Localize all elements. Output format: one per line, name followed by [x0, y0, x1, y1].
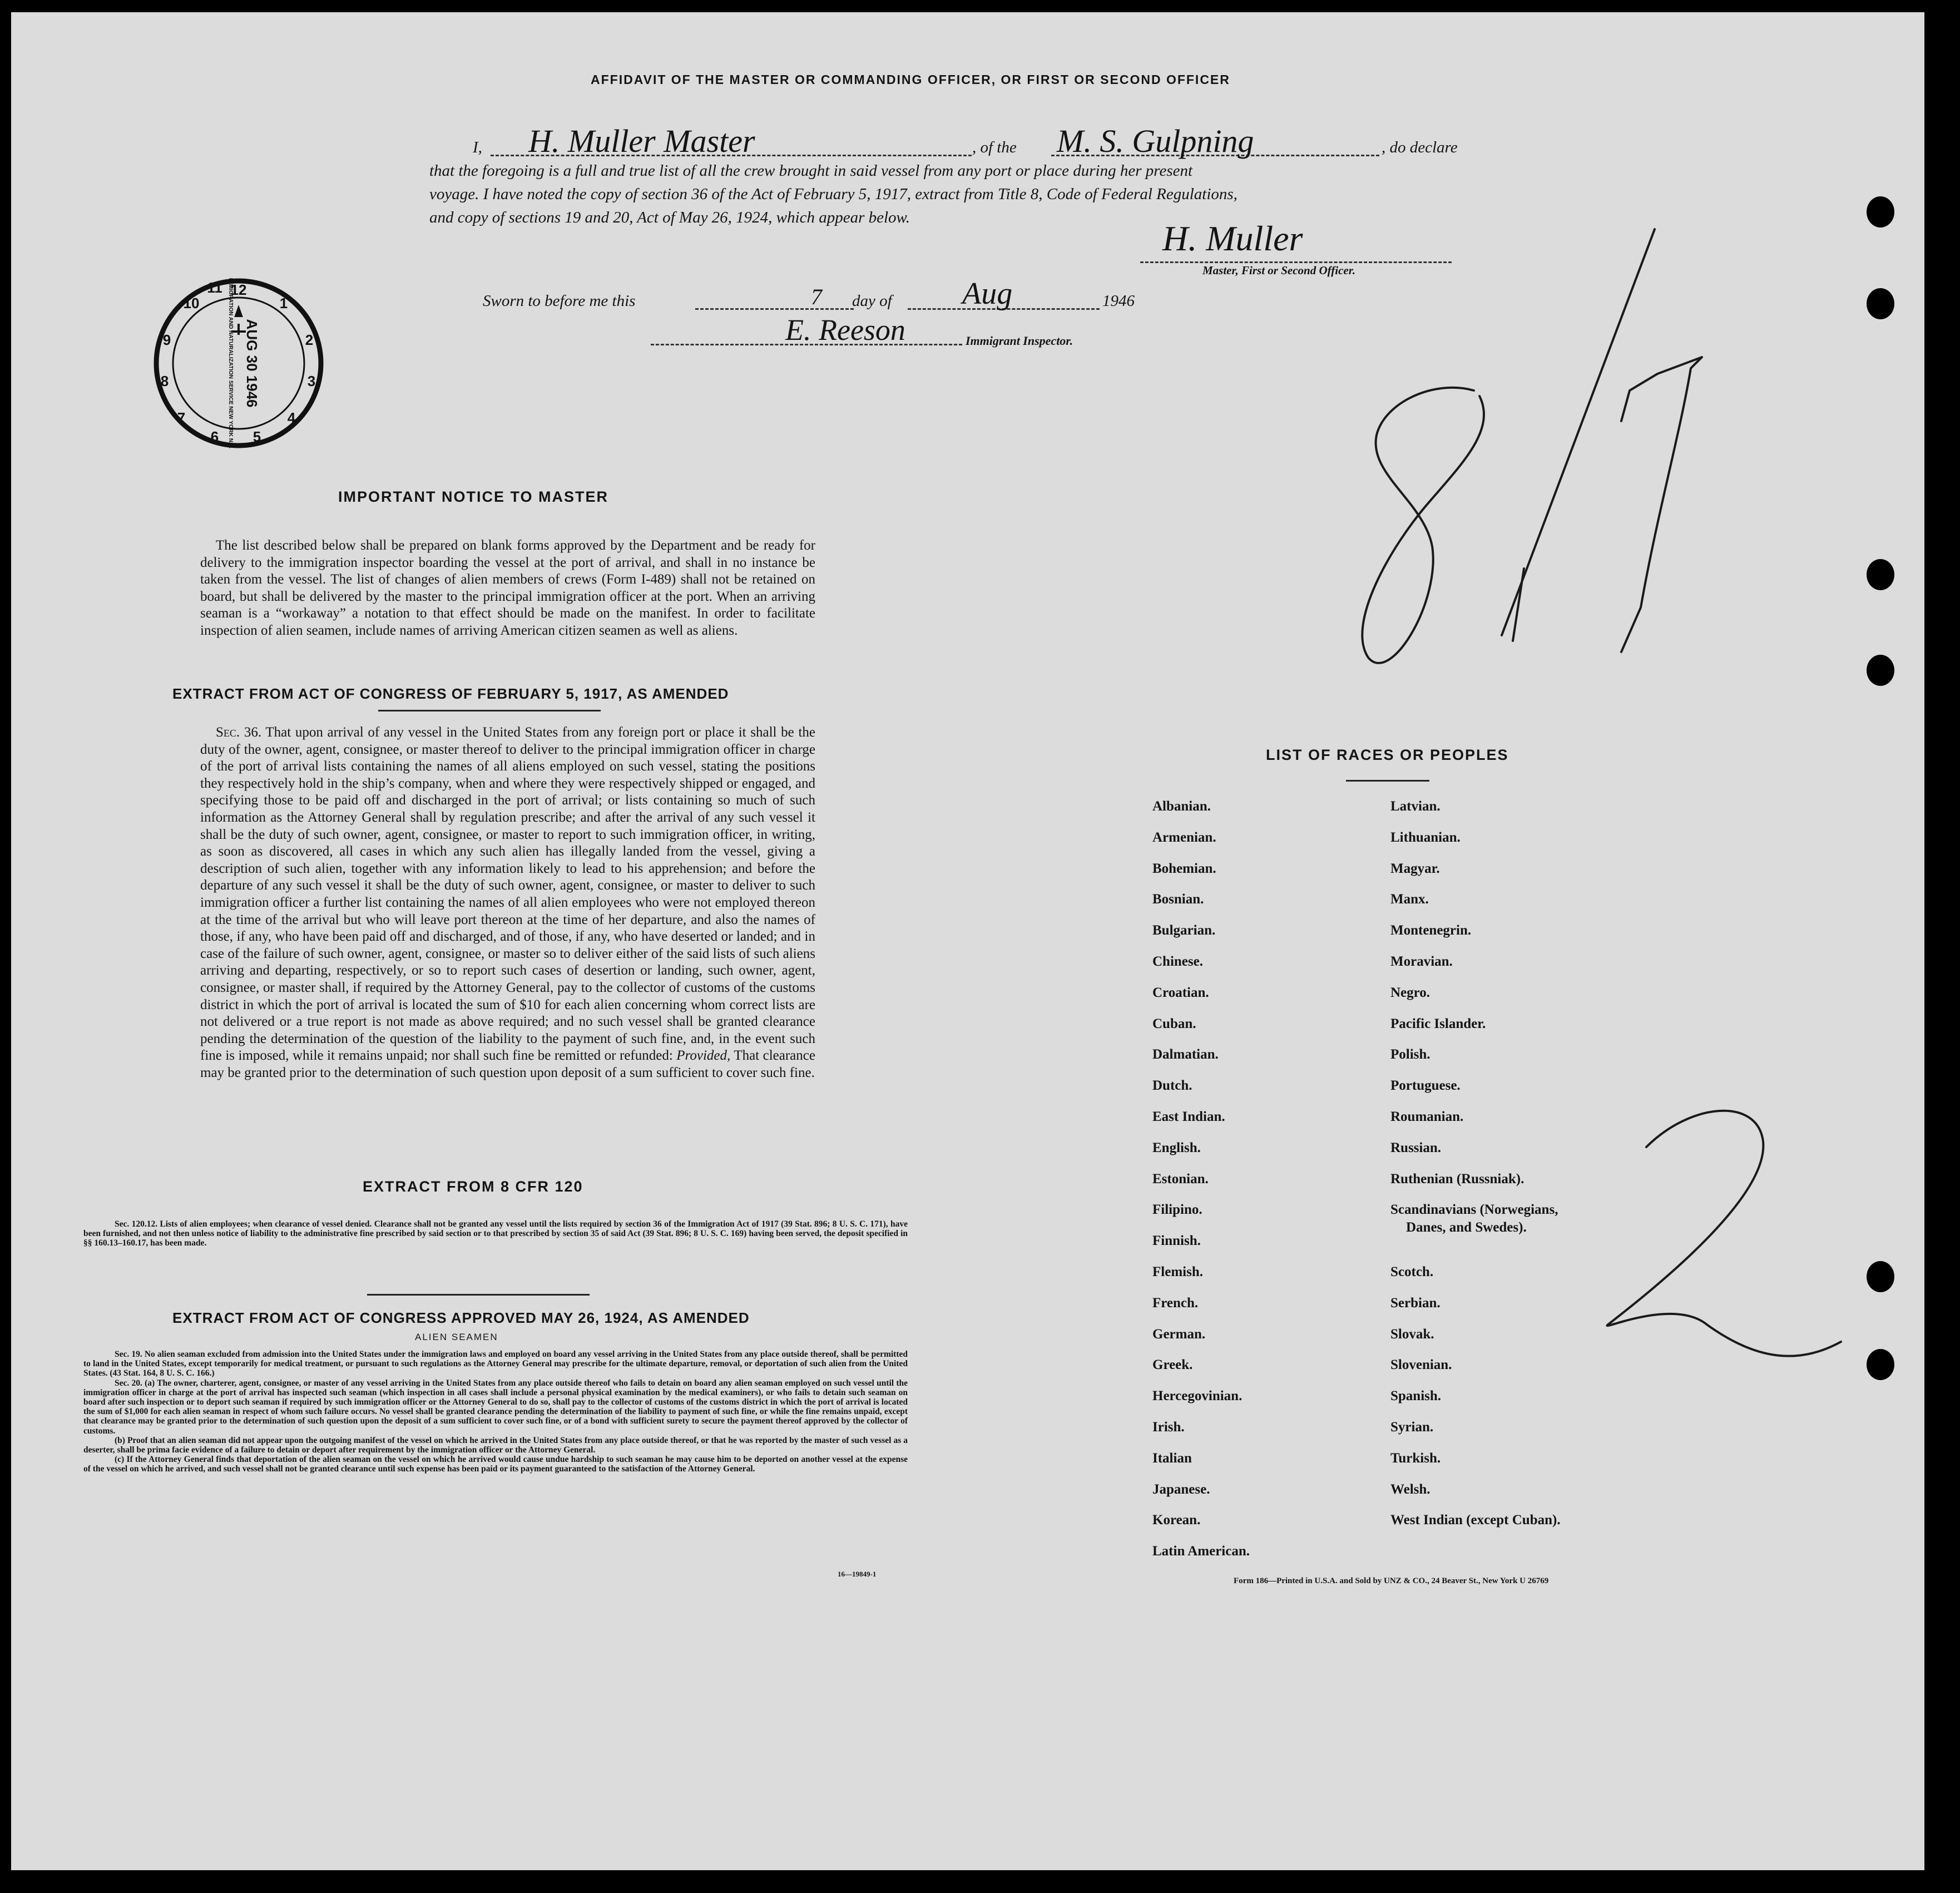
punch-hole: [1867, 196, 1894, 228]
punch-hole: [1867, 655, 1894, 686]
race-item: Albanian.: [1152, 799, 1211, 814]
race-item: Scandinavians (Norwegians,: [1390, 1202, 1558, 1218]
race-item: Armenian.: [1152, 829, 1216, 845]
master-signature: H. Muller: [1162, 219, 1303, 258]
section-20a-text: Sec. 20. (a) The owner, charterer, agent, consignee, or master of any vessel arriving in the United States from any place outside thereof who fails to detain on board any alien seaman employed on such vessel until the immigration officer in charge at the port of arrival has inspected such seaman (which inspection in all cases shall include a personal physical examination by the medical examiners), or who fails to detain such seaman on board after such inspection or to deport such seaman if required by such immigration officer or the Attorney General to do so, shall pay to the collector of customs of the customs district in which the port of arrival is located the sum of $1,000 for each alien seaman in respect of whom such failure occurs. No vessel shall be granted clearance pending the determination of the liability to payment of such fine, or while the fine remains unpaid, except that clearance may be granted prior to the determination of such question upon the deposit of a sum sufficient to cover such fine, or of a bond with sufficient surety to secure the payment thereof approved by the collector of customs.: [83, 1378, 908, 1436]
race-item: Portuguese.: [1390, 1078, 1461, 1094]
affidavit-i-label: I,: [473, 139, 482, 156]
race-item: Russian.: [1390, 1140, 1442, 1155]
race-item: Polish.: [1390, 1047, 1431, 1062]
svg-text:4: 4: [287, 409, 296, 426]
print-code: 16—19849-1: [838, 1570, 877, 1578]
extract-1917-rule: [378, 710, 601, 711]
svg-text:9: 9: [162, 332, 171, 348]
inspector-caption: Immigrant Inspector.: [966, 334, 1073, 348]
master-name-handwriting: H. Muller Master: [528, 123, 755, 159]
race-item: Irish.: [1152, 1420, 1185, 1435]
race-item: Korean.: [1152, 1513, 1201, 1528]
svg-text:12: 12: [230, 281, 247, 298]
section-19-text: Sec. 19. No alien seaman excluded from admission into the United States under the immigration laws and employed on board any vessel arriving in the United States from any place outside thereof, shall be permitted to land in the United States, except temporarily for medical treatment, or pursuant to such regulations as the Attorney General may prescribe for the ultimate departure, removal, or deportation of such alien from the United States. (43 Stat. 164, 8 U. S. C. 166.): [83, 1350, 908, 1378]
races-heading: LIST OF RACES OR PEOPLES: [1266, 747, 1509, 763]
race-item: Manx.: [1390, 892, 1429, 907]
sworn-year: 1946: [1102, 292, 1135, 310]
race-item: Japanese.: [1152, 1481, 1210, 1497]
race-item: Spanish.: [1390, 1388, 1442, 1404]
race-item: English.: [1152, 1140, 1201, 1155]
race-item: Hercegovinian.: [1152, 1388, 1243, 1404]
cfr-heading: EXTRACT FROM 8 CFR 120: [363, 1178, 583, 1195]
sworn-day: 7: [811, 284, 822, 309]
document-page: [11, 12, 1924, 1870]
race-item: Latvian.: [1390, 799, 1441, 814]
sworn-month: Aug: [962, 276, 1013, 311]
race-item: Chinese.: [1152, 954, 1203, 969]
declare-label: , do declare: [1382, 139, 1458, 156]
race-item: Syrian.: [1390, 1420, 1434, 1435]
extract-1924-heading: EXTRACT FROM ACT OF CONGRESS APPROVED MAY 26, 1924, AS AMENDED: [172, 1309, 750, 1326]
section-36-proviso: Provided,: [676, 1048, 731, 1064]
punch-hole: [1867, 559, 1894, 590]
declaration-line-1: that the foregoing is a full and true list of all the crew brought in said vessel from any port or place during her present: [429, 162, 1193, 180]
cfr-rule: [367, 1294, 590, 1296]
immigration-stamp: [152, 277, 325, 449]
race-item: Bosnian.: [1152, 892, 1204, 907]
signer-caption: Master, First or Second Officer.: [1202, 264, 1355, 277]
inspector-signature: E. Reeson: [785, 313, 905, 347]
extract-1917-heading: EXTRACT FROM ACT OF CONGRESS OF FEBRUARY 5, 1917, AS AMENDED: [172, 685, 729, 702]
race-item: German.: [1152, 1326, 1206, 1342]
race-item: Flemish.: [1152, 1264, 1203, 1279]
punch-hole: [1867, 288, 1894, 319]
race-item: Finnish.: [1152, 1233, 1201, 1249]
section-20b-text: (b) Proof that an alien seaman did not appear upon the outgoing manifest of the vessel on which he arrived in the United States from any place outside thereof, or that he was reported by the master of such vessel as a deserter, shall be prima facie evidence of a failure to detain or deport after requirement by the immigration officer or the Attorney General.: [83, 1435, 908, 1455]
race-item: Latin American.: [1152, 1544, 1250, 1559]
notice-heading: IMPORTANT NOTICE TO MASTER: [338, 488, 608, 505]
svg-text:7: 7: [177, 409, 186, 426]
day-of-label: day of: [852, 292, 892, 310]
notice-text: The list described below shall be prepared on blank forms approved by the Department and be ready for delivery to the immigration inspector boarding the vessel at the port of arrival, and shall in no instance be taken from the vessel. The list of changes of alien members of crews (Form I-489) shall not be retained on board, but shall be delivered by the master to the principal immigration officer at the port. When an arriving seaman is a “workaway” a notation to that effect should be made on the manifest. In order to facilitate inspection of alien seamen, include names of arriving American citizen seamen as well as aliens.: [200, 538, 815, 638]
race-item: Dalmatian.: [1152, 1047, 1219, 1062]
race-item: Scotch.: [1390, 1264, 1434, 1279]
race-item: Slovak.: [1390, 1326, 1434, 1342]
of-the-label: , of the: [972, 139, 1017, 156]
race-item: Roumanian.: [1390, 1109, 1464, 1124]
race-item: Lithuanian.: [1390, 829, 1461, 845]
svg-text:2: 2: [305, 332, 314, 348]
svg-text:5: 5: [253, 428, 261, 445]
affidavit-title: AFFIDAVIT OF THE MASTER OR COMMANDING OFFICER, OR FIRST OR SECOND OFFICER: [591, 72, 1230, 87]
race-item: Greek.: [1152, 1357, 1193, 1373]
race-item: Ruthenian (Russniak).: [1390, 1171, 1525, 1187]
race-item: Italian: [1152, 1450, 1192, 1466]
race-item: Montenegrin.: [1390, 923, 1472, 938]
race-item: Croatian.: [1152, 985, 1209, 1000]
alien-seamen-subheading: ALIEN SEAMEN: [415, 1332, 498, 1342]
svg-text:8: 8: [160, 373, 169, 389]
stamp-agency-text: IMMIGRATION AND NATURALIZATION SERVICE NEW YORK N.Y.: [227, 278, 234, 449]
signature-line: [1140, 261, 1452, 263]
svg-text:1: 1: [279, 295, 288, 312]
race-item: Serbian.: [1390, 1295, 1441, 1311]
svg-text:11: 11: [207, 279, 222, 296]
race-item: Moravian.: [1390, 954, 1453, 969]
race-item: Turkish.: [1390, 1450, 1441, 1466]
race-item: French.: [1152, 1295, 1199, 1311]
section-36-text: [200, 724, 815, 1081]
race-item: Filipino.: [1152, 1202, 1202, 1218]
vessel-name-handwriting: M. S. Gulpning: [1057, 123, 1254, 159]
declaration-line-2: voyage. I have noted the copy of section 36 of the Act of February 5, 1917, extract from Title 8, Code of Federal Regulations,: [429, 185, 1238, 203]
section-36-label: Sec. 36.: [216, 725, 262, 740]
race-item: Welsh.: [1390, 1481, 1431, 1497]
race-item: Dutch.: [1152, 1078, 1192, 1094]
race-item: Bohemian.: [1152, 861, 1216, 876]
race-item: East Indian.: [1152, 1109, 1225, 1124]
svg-text:6: 6: [210, 428, 219, 445]
declaration-line-3: and copy of sections 19 and 20, Act of May 26, 1924, which appear below.: [429, 209, 910, 226]
cfr-text: Sec. 120.12. Lists of alien employees; when clearance of vessel denied. Clearance shall not be granted any vessel until the lists required by section 36 of the Immigration Act of 1917 (39 Stat. 896; 8 U. S. C. 171), have been furnished, and not then unless notice of liability to the administrative fine prescribed by said section or to that prescribed by section 35 of said Act (39 Stat. 896; 8 U. S. C. 169) having been served, the deposit specified in §§ 160.13–160.17, has been made.: [83, 1219, 908, 1248]
races-rule: [1346, 780, 1429, 782]
race-item: Bulgarian.: [1152, 923, 1216, 938]
sections-19-20-block: [83, 1350, 908, 1474]
svg-text:10: 10: [183, 295, 200, 312]
svg-text:3: 3: [307, 373, 316, 389]
race-item: Cuban.: [1152, 1016, 1196, 1031]
section-36-body-end: That clearance may be granted prior to the determination of such question upon deposit of a sum sufficient to cover such fine.: [200, 1048, 815, 1080]
section-36-body: That upon arrival of any vessel in the United States from any foreign port or place it shall be the duty of the owner, agent, consignee, or master thereof to deliver to the principal immigration officer in charge of the port of arrival lists containing the names of all aliens employed on such vessel, stating the positions they respectively hold in the ship’s company, when and where they were respectively shipped or engaged, and specifying those to be paid off and discharged in the port of arrival; or lists containing so much of such information as the Attorney General shall by regulation prescribe; and after the arrival of any such vessel it shall be the duty of such owner, agent, consignee, or master to report to such immigration officer, in writing, as soon as discovered, all cases in which any such alien has illegally landed from the vessel, giving a description of such alien, together with any information likely to lead to his apprehension; and before the departure of any such vessel it shall be the duty of such owner, agent, consignee, or master to deliver to such immigration officer a further list containing the names of all alien employees who were not employed thereon at the time of the arrival but who will leave port thereon at the time of her departure, and also the names of those, if any, who have been paid off and discharged, and of those, if any, who have deserted or landed; and in case of the failure of such owner, agent, consignee, or master so to deliver either of the said lists of such aliens arriving and departing, respectively, or so to report such cases of desertion or landing, such owner, agent, consignee, or master shall, if required by the Attorney General, pay to the collector of customs of the customs district in which the port of arrival is located the sum of $10 for each alien concerning whom correct lists are not delivered or a true report is not made as above required; and no such vessel shall be granted clearance pending the determination of the question of the liability to the payment of such fine, and, in the event such fine is imposed, while it remains unpaid; nor shall such fine be remitted or refunded:: [200, 725, 815, 1064]
race-item: West Indian (except Cuban).: [1390, 1513, 1561, 1528]
race-item: Negro.: [1390, 985, 1431, 1000]
race-item: Slovenian.: [1390, 1357, 1452, 1373]
punch-hole: [1867, 1349, 1894, 1380]
punch-hole: [1867, 1261, 1894, 1292]
race-item: Magyar.: [1390, 861, 1440, 876]
race-item: Pacific Islander.: [1390, 1016, 1486, 1031]
sworn-label: Sworn to before me this: [483, 292, 636, 310]
race-item: Danes, and Swedes).: [1406, 1220, 1527, 1235]
form-footer: Form 186—Printed in U.S.A. and Sold by UNZ & CO., 24 Beaver St., New York U 26769: [1234, 1576, 1549, 1585]
sworn-day-line: [695, 308, 854, 310]
stamp-date: AUG 30 1946: [244, 319, 260, 408]
race-item: Estonian.: [1152, 1171, 1209, 1187]
section-20c-text: (c) If the Attorney General finds that deportation of the alien seaman on the vessel on which he arrived would cause undue hardship to such seaman he may cause him to be deported on another vessel at the expense of the vessel on which he arrived, and such vessel shall not be granted clearance until such expense has been paid or its payment guaranteed to the satisfaction of the Attorney General.: [83, 1455, 908, 1474]
